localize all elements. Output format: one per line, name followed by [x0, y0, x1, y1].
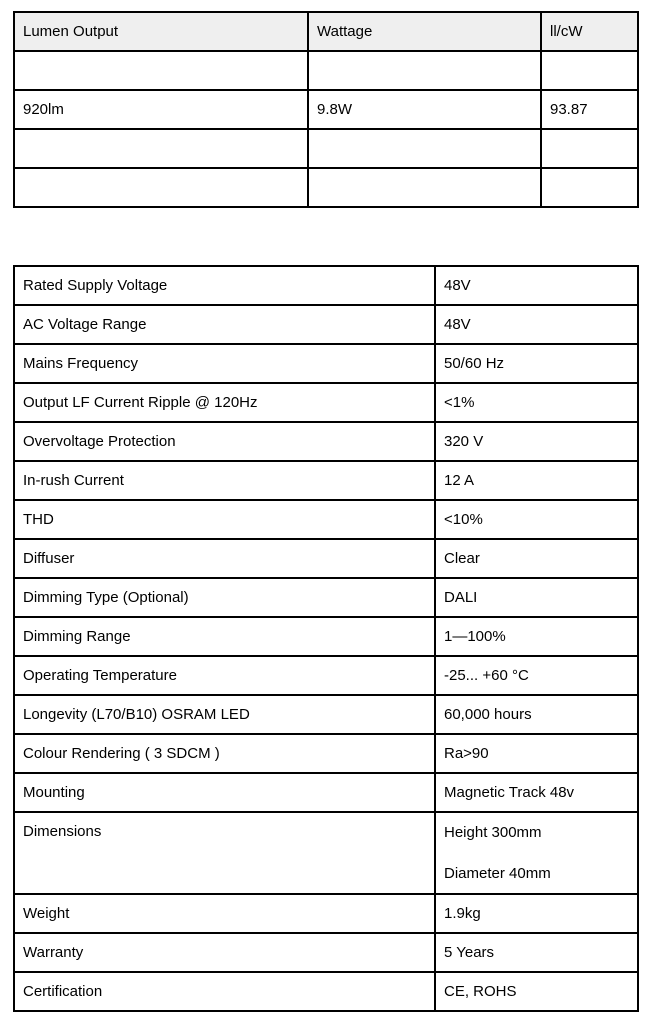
spec-value: 320 V	[435, 422, 638, 461]
spec-value: 1.9kg	[435, 894, 638, 933]
spec-row	[14, 422, 638, 461]
spec-value: 1—100%	[435, 617, 638, 656]
spec-row	[14, 972, 638, 1011]
spec-label: Certification	[14, 972, 435, 1011]
cell-lumen-output	[14, 168, 308, 207]
cell-lumen-output	[14, 129, 308, 168]
spec-row	[14, 461, 638, 500]
spec-row	[14, 383, 638, 422]
spec-value: DALI	[435, 578, 638, 617]
spec-label: Mounting	[14, 773, 435, 812]
cell-lumen-output	[14, 51, 308, 90]
cell-wattage: 9.8W	[308, 90, 541, 129]
cell-efficacy: 93.87	[541, 90, 638, 129]
performance-header-row	[14, 12, 638, 51]
header-efficacy: ll/cW	[541, 12, 638, 51]
spec-row	[14, 734, 638, 773]
spec-label: Rated Supply Voltage	[14, 266, 435, 305]
spec-row	[14, 266, 638, 305]
spec-row	[14, 773, 638, 812]
cell-wattage	[308, 129, 541, 168]
spec-label: Output LF Current Ripple @ 120Hz	[14, 383, 435, 422]
spec-row	[14, 617, 638, 656]
spec-label: THD	[14, 500, 435, 539]
spec-label: Dimming Type (Optional)	[14, 578, 435, 617]
spec-row	[14, 500, 638, 539]
spec-value: 50/60 Hz	[435, 344, 638, 383]
spec-row	[14, 656, 638, 695]
spec-value: CE, ROHS	[435, 972, 638, 1011]
cell-wattage	[308, 51, 541, 90]
spec-label: Mains Frequency	[14, 344, 435, 383]
spec-value: <10%	[435, 500, 638, 539]
performance-row	[14, 51, 638, 90]
cell-lumen-output: 920lm	[14, 90, 308, 129]
spec-row-dimensions	[14, 812, 638, 894]
spec-label: Colour Rendering ( 3 SDCM )	[14, 734, 435, 773]
spec-value: 60,000 hours	[435, 695, 638, 734]
cell-wattage	[308, 168, 541, 207]
spec-row	[14, 539, 638, 578]
cell-efficacy	[541, 129, 638, 168]
performance-table	[13, 11, 639, 208]
spec-value: <1%	[435, 383, 638, 422]
spec-label: Dimming Range	[14, 617, 435, 656]
cell-efficacy	[541, 168, 638, 207]
spec-row	[14, 894, 638, 933]
spec-label: Weight	[14, 894, 435, 933]
spec-value: Clear	[435, 539, 638, 578]
specifications-table	[13, 265, 639, 1012]
spec-label: Longevity (L70/B10) OSRAM LED	[14, 695, 435, 734]
spec-label: Warranty	[14, 933, 435, 972]
spec-value: 5 Years	[435, 933, 638, 972]
spec-row	[14, 344, 638, 383]
spec-row	[14, 578, 638, 617]
spec-value: 48V	[435, 266, 638, 305]
spec-value: 48V	[435, 305, 638, 344]
dimension-height: Height 300mm	[444, 824, 542, 841]
cell-efficacy	[541, 51, 638, 90]
spec-label: Dimensions	[14, 812, 435, 894]
spec-value: 12 A	[435, 461, 638, 500]
spec-row	[14, 933, 638, 972]
performance-row	[14, 90, 638, 129]
performance-row	[14, 168, 638, 207]
spec-value: -25... +60 °C	[435, 656, 638, 695]
spec-row	[14, 695, 638, 734]
header-wattage: Wattage	[308, 12, 541, 51]
spec-label: In-rush Current	[14, 461, 435, 500]
header-lumen-output: Lumen Output	[14, 12, 308, 51]
spec-label: Operating Temperature	[14, 656, 435, 695]
spec-value: Magnetic Track 48v	[435, 773, 638, 812]
spec-value-dimensions	[435, 812, 638, 894]
dimension-diameter: Diameter 40mm	[444, 865, 551, 882]
spec-label: AC Voltage Range	[14, 305, 435, 344]
spec-row	[14, 305, 638, 344]
spec-label: Overvoltage Protection	[14, 422, 435, 461]
spec-value: Ra>90	[435, 734, 638, 773]
performance-row	[14, 129, 638, 168]
spec-label: Diffuser	[14, 539, 435, 578]
